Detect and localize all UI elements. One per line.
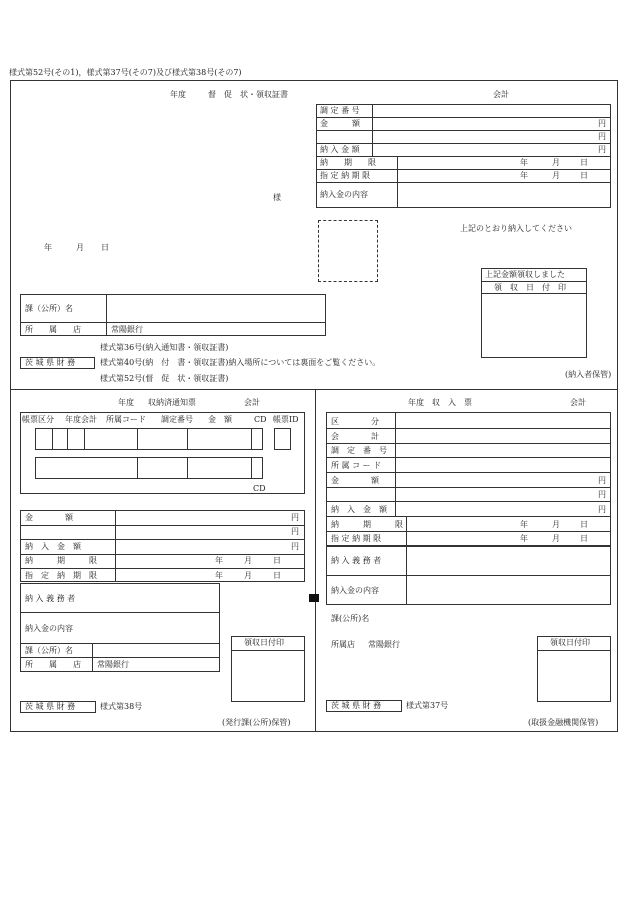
left-row-line [20,612,220,613]
instruction-text: 上記のとおり納入してください [460,224,572,233]
right-keep-label: (取扱金融機関保管) [528,718,599,727]
right-row-line [326,428,611,429]
date-nen: 年 [520,171,528,180]
right-shozoku-code-label: 所 属 コ ー ド [331,461,382,470]
left-zaimu-label: 茨 城 県 財 務 [25,702,76,711]
perforation-marker [309,594,319,602]
right-row-line [326,531,611,532]
right-nouki-label: 納 期 限 [331,520,403,529]
top-title-year: 年度 [170,90,186,99]
right-row-line [326,575,611,576]
left-naiyo-label: 納入金の内容 [25,624,73,633]
right-row-line [326,472,611,473]
col-kingaku: 金 額 [208,415,232,424]
section-divider-v [315,389,316,732]
date-tsuki: 月 [552,534,560,543]
date-hi: 日 [273,556,281,565]
yen-unit: 円 [598,490,606,499]
choid-input[interactable] [274,428,291,450]
top-row-line [316,182,611,183]
date-nen: 年 [215,556,223,565]
left-receipt-label: 領収日付印 [244,638,284,647]
top-row-line [316,156,611,157]
yen-unit: 円 [291,527,299,536]
shitei-label: 指 定 納 期 限 [320,171,371,180]
zaimu-label: 茨 城 県 財 務 [25,358,76,367]
left-form-no: 様式第38号 [100,702,143,711]
date-nen: 年 [215,571,223,580]
top-row-line [316,130,611,131]
code-cell-line [251,428,252,450]
ka-label: 課（公所）名 [25,304,73,313]
left-row-line [20,554,305,555]
date-hi: 日 [273,571,281,580]
right-row-line [326,516,611,517]
ka-col-line [106,294,107,336]
yen-unit: 円 [598,132,606,141]
date-hi: 日 [580,520,588,529]
date-tsuki: 月 [552,158,560,167]
code-cell-line [187,428,188,450]
left-kingaku-label: 金 額 [25,513,73,522]
left-shozoku-label: 所 属 店 [25,660,81,669]
left-nouki-label: 納 期 限 [25,556,97,565]
right-row-line [326,501,611,502]
left-row-line [20,539,305,540]
left-col-line [92,643,93,672]
code-cell-line [251,457,252,479]
date-hi: 日 [580,171,588,180]
left-row-line [20,525,305,526]
receipt-line [231,650,305,651]
date-hi: 日 [580,158,588,167]
yen-unit: 円 [291,542,299,551]
left-col-line [115,510,116,582]
top-row-line [316,117,611,118]
bank-name: 常陽銀行 [111,325,143,334]
col-cd: CD [254,415,267,424]
date-nen: 年 [520,158,528,167]
right-row-line [326,443,611,444]
right-naiyo-label: 納入金の内容 [331,586,379,595]
note-36: 様式第36号(納入通知書・領収証書) [100,343,229,352]
top-title: 督 促 状・領収証書 [208,90,288,99]
seal-area [318,220,378,282]
naiyo-label: 納入金の内容 [320,190,368,199]
date-tsuki: 月 [552,171,560,180]
date-nen: 年 [520,534,528,543]
code-cell-line [52,428,53,450]
left-row-line [20,657,220,658]
kingaku-label: 金 額 [320,119,360,128]
right-gimusha-label: 納 入 義 務 者 [331,556,382,565]
code-cell-line [84,428,85,450]
right-nonyu-label: 納 入 金 額 [331,505,387,514]
col-nendo: 年度会計 [65,415,97,424]
right-row-line [326,487,611,488]
right-ka-label: 課(公所)名 [331,614,370,623]
col-shozoku-code: 所属コード [106,415,146,424]
right-row-line [326,457,611,458]
yen-unit: 円 [291,513,299,522]
col-chotei: 調定番号 [161,415,193,424]
left-title-kaikei: 会計 [244,398,260,407]
left-keep-label: (発行課(公所)保管) [222,718,291,727]
right-form-no: 様式第37号 [406,701,449,710]
top-row-line [316,143,611,144]
left-row-line [20,568,305,569]
yen-unit: 円 [598,505,606,514]
right-col-line [406,546,407,605]
date-tsuki: 月 [244,556,252,565]
col-kubun: 帳票区分 [22,415,54,424]
nonyu-kingaku-label: 納 入 金 額 [320,145,360,154]
nouki-label: 納 期 限 [320,158,376,167]
right-chotei-label: 調 定 番 号 [331,446,387,455]
chotei-label: 調 定 番 号 [320,106,360,115]
receipt-line [481,281,587,282]
right-title: 収 入 票 [432,398,472,407]
yen-unit: 円 [598,119,606,128]
form-reference: 様式第52号(その1)，様式第37号(その7)及び様式第38号(その7) [9,68,242,77]
issue-tsuki: 月 [76,243,84,252]
receipt-sub: 領 収 日 付 印 [494,283,566,292]
section-divider-h [10,389,618,390]
issue-hi: 日 [101,243,109,252]
top-row-line [316,169,611,170]
date-nen: 年 [520,520,528,529]
right-title-year: 年度 [408,398,424,407]
right-shozoku-label: 所属店 [331,640,355,649]
left-ka-label: 課（公所）名 [25,646,73,655]
left-title-year: 年度 [118,398,134,407]
code-cell-line [137,457,138,479]
right-title-kaikei: 会計 [570,398,586,407]
receipt-line [537,650,611,651]
yen-unit: 円 [598,476,606,485]
code-input-row[interactable] [35,428,263,450]
right-kingaku-label: 金 額 [331,476,379,485]
right-bank: 常陽銀行 [368,640,400,649]
code-cell-line [187,457,188,479]
left-bank: 常陽銀行 [97,660,129,669]
right-kubun-label: 区 分 [331,417,379,426]
left-row-line [20,643,220,644]
ka-line [20,322,326,323]
col-choid: 帳票ID [273,415,299,424]
right-receipt-label: 領収日付印 [550,638,590,647]
sama-label: 様 [273,193,281,202]
top-title-kaikei: 会計 [493,90,509,99]
issue-nen: 年 [44,243,52,252]
cd-label: CD [253,484,266,493]
code-input-row-2[interactable] [35,457,263,479]
code-cell-line [67,428,68,450]
date-hi: 日 [580,534,588,543]
left-nonyu-label: 納 入 金 額 [25,542,81,551]
left-title: 収納済通知票 [148,398,196,407]
shozoku-label: 所 属 店 [25,325,81,334]
date-tsuki: 月 [552,520,560,529]
note-40: 様式第40号(納 付 書・領収証書)納入場所については裏面をご覧ください。 [100,358,381,367]
receipt-line [481,293,587,294]
right-kaikei-label: 会 計 [331,432,379,441]
right-shitei-label: 指 定 納 期 限 [331,534,382,543]
yen-unit: 円 [598,145,606,154]
left-gimusha-label: 納 入 義 務 者 [25,594,76,603]
keep-label: (納入者保管) [565,370,612,379]
note-52: 様式第52号(督 促 状・領収証書) [100,374,229,383]
right-zaimu-label: 茨 城 県 財 務 [331,701,382,710]
receipt-title: 上記金額領収しました [485,270,565,279]
code-cell-line [137,428,138,450]
date-tsuki: 月 [244,571,252,580]
left-shitei-label: 指 定 納 期 限 [25,571,97,580]
